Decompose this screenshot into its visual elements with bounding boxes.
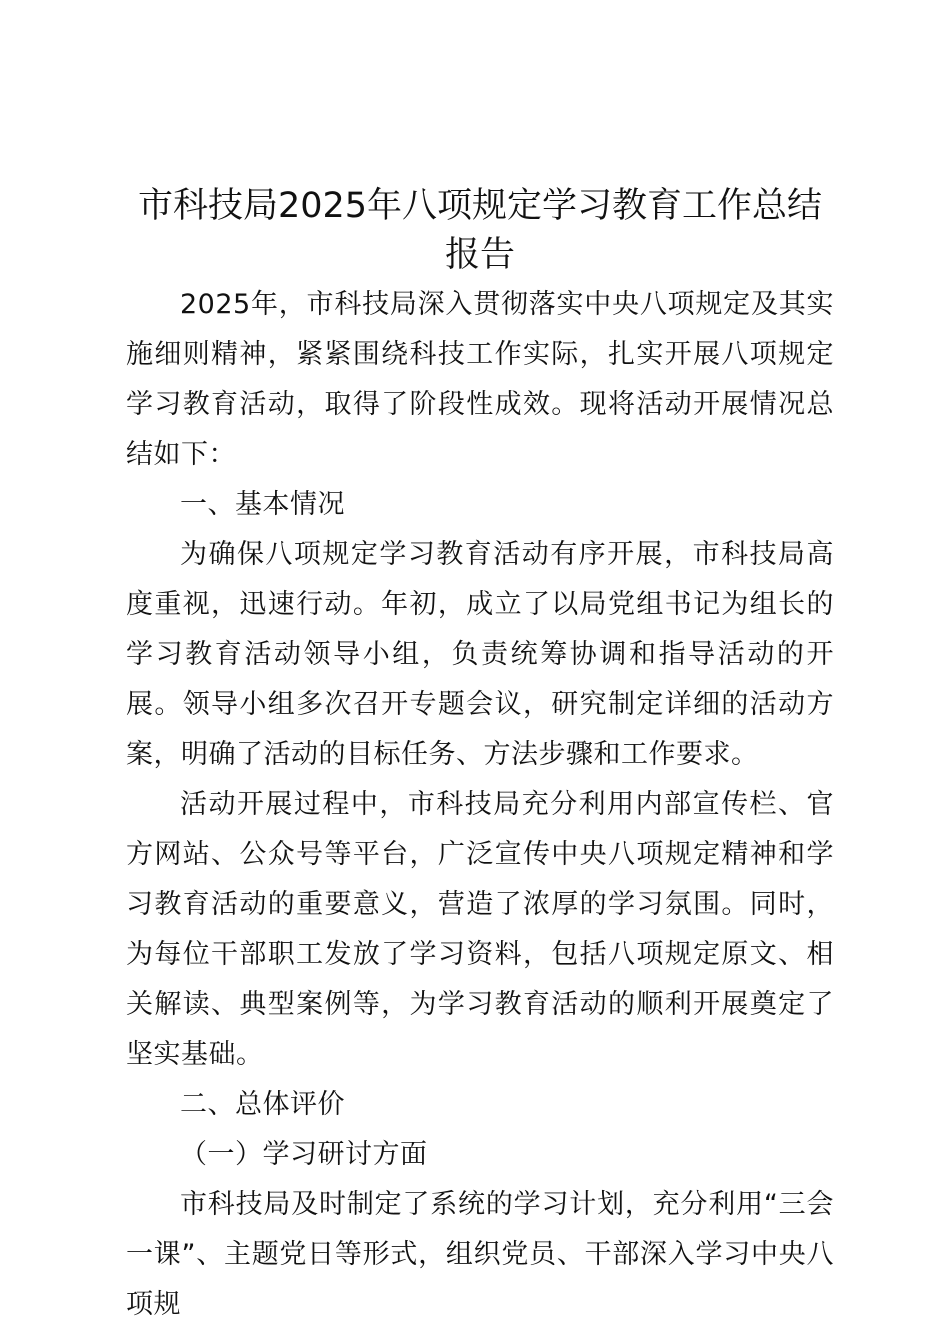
intro-paragraph: 2025年，市科技局深入贯彻落实中央八项规定及其实施细则精神，紧紧围绕科技工作实际，扎实开展八项规定学习教育活动，取得了阶段性成效。现将活动开展情况总结如下： [126, 289, 834, 470]
document-title: 市科技局2025年八项规定学习教育工作总结报告 [137, 186, 823, 275]
section-heading-overall-evaluation: 二、总体评价 [180, 1089, 345, 1120]
body-paragraph: 为确保八项规定学习教育活动有序开展，市科技局高度重视，迅速行动。年初，成立了以局党组书记为组长的学习教育活动领导小组，负责统筹协调和指导活动的开展。领导小组多次召开专题会议，研究制定详细的活动方案，明确了活动的目标任务、方法步骤和工作要求。 [126, 539, 834, 770]
document-body [126, 280, 834, 1330]
body-paragraph: 活动开展过程中，市科技局充分利用内部宣传栏、官方网站、公众号等平台，广泛宣传中央八项规定精神和学习教育活动的重要意义，营造了浓厚的学习氛围。同时，为每位干部职工发放了学习资料，包括八项规定原文、相关解读、典型案例等，为学习教育活动的顺利开展奠定了坚实基础。 [126, 789, 834, 1070]
section-heading-basic-situation: 一、基本情况 [180, 489, 345, 520]
body-paragraph: 市科技局及时制定了系统的学习计划，充分利用“三会一课”、主题党日等形式，组织党员、干部深入学习中央八项规 [126, 1189, 834, 1320]
subsection-heading-study-discussion: （一）学习研讨方面 [180, 1139, 428, 1170]
